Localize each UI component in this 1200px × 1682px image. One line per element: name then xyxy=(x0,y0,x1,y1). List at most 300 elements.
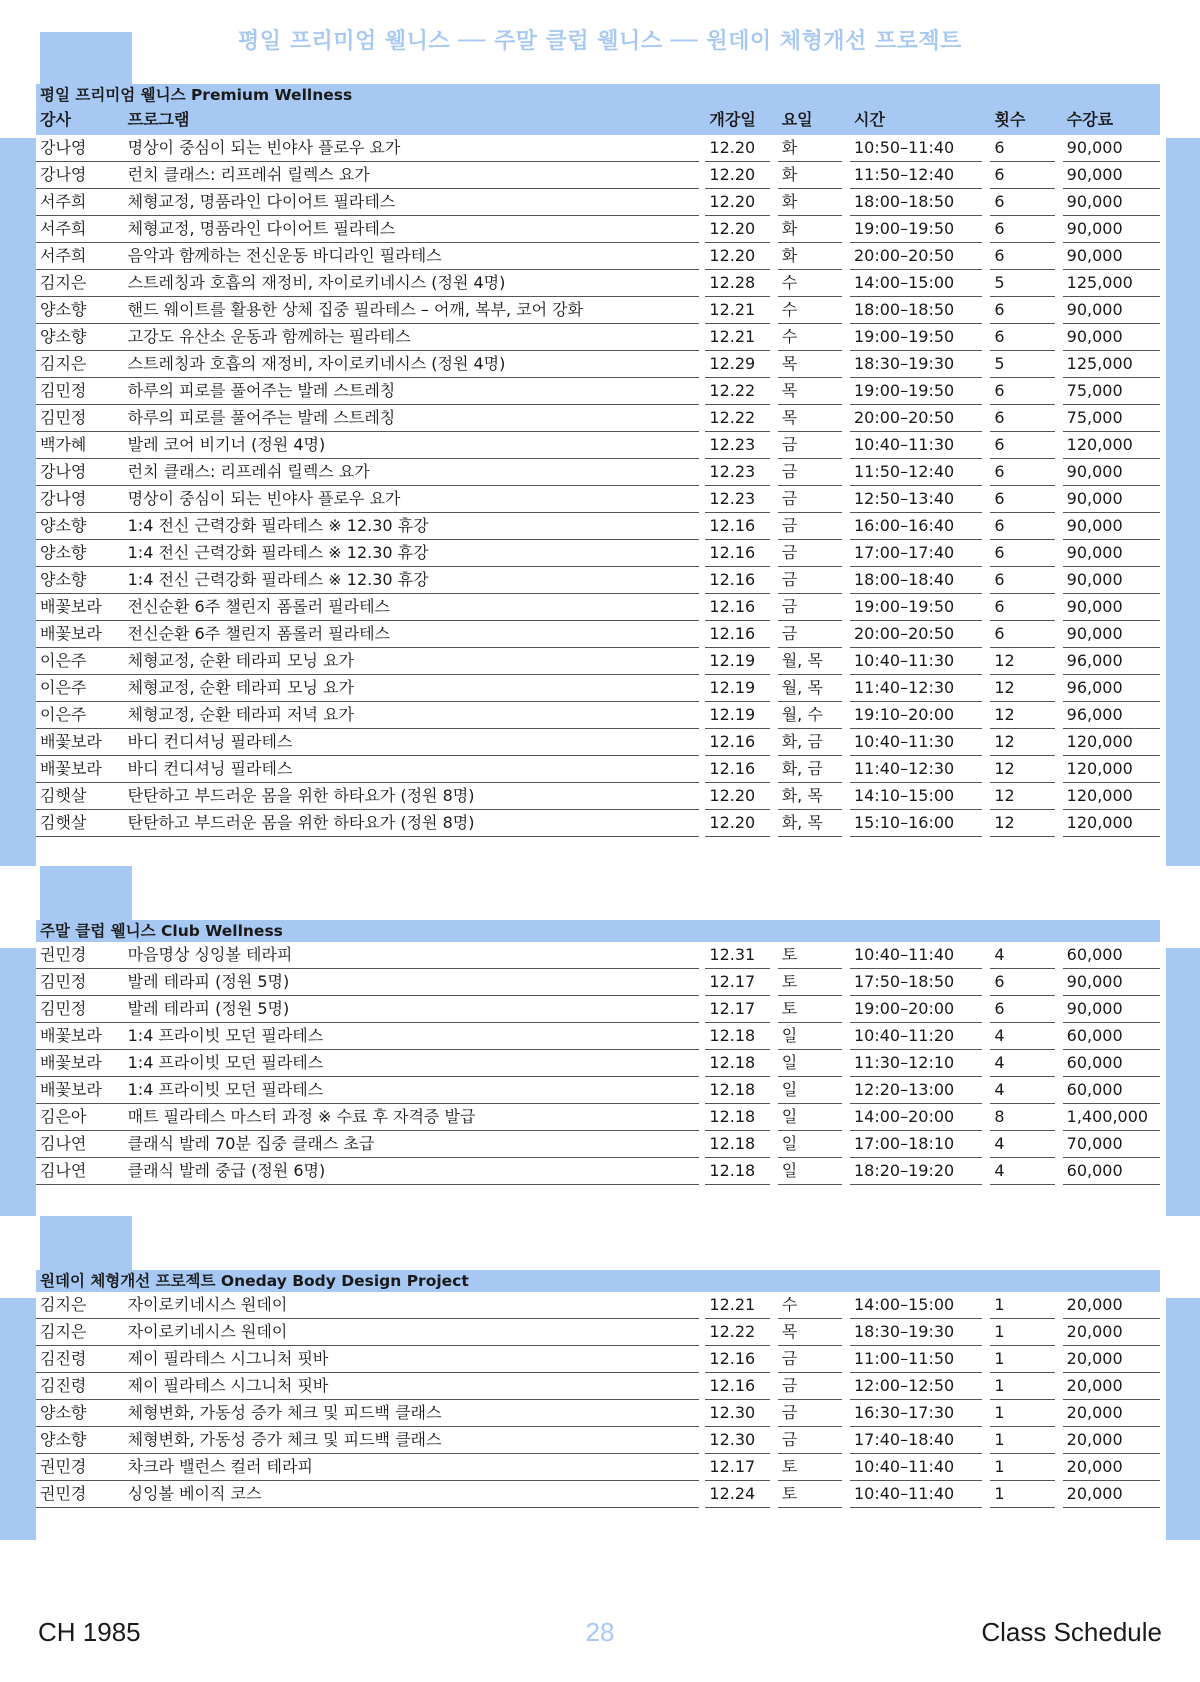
instructor-cell: 양소향 xyxy=(36,297,124,324)
program-cell: 매트 필라테스 마스터 과정 ※ 수료 후 자격증 발급 xyxy=(124,1104,700,1131)
fee-cell: 20,000 xyxy=(1063,1454,1160,1481)
start-date-cell: 12.23 xyxy=(705,459,769,486)
program-cell: 1:4 프라이빗 모던 필라테스 xyxy=(124,1050,700,1077)
table-row xyxy=(36,459,1160,486)
start-date-cell: 12.20 xyxy=(705,243,769,270)
fee-cell: 90,000 xyxy=(1063,996,1160,1023)
table-row xyxy=(36,1319,1160,1346)
table-row xyxy=(36,513,1160,540)
sessions-cell: 6 xyxy=(990,969,1054,996)
instructor-cell: 김민정 xyxy=(36,405,124,432)
sessions-cell: 1 xyxy=(990,1292,1054,1319)
program-cell: 런치 클래스: 리프레쉬 릴렉스 요가 xyxy=(124,459,700,486)
sessions-cell: 4 xyxy=(990,1131,1054,1158)
table-row xyxy=(36,1373,1160,1400)
program-cell: 1:4 전신 근력강화 필라테스 ※ 12.30 휴강 xyxy=(124,513,700,540)
start-date-cell: 12.19 xyxy=(705,648,769,675)
time-cell: 18:30–19:30 xyxy=(850,1319,982,1346)
fee-cell: 90,000 xyxy=(1063,324,1160,351)
instructor-cell: 이은주 xyxy=(36,648,124,675)
instructor-cell: 양소향 xyxy=(36,1400,124,1427)
day-cell: 화, 금 xyxy=(778,729,842,756)
start-date-cell: 12.17 xyxy=(705,996,769,1023)
program-cell: 1:4 프라이빗 모던 필라테스 xyxy=(124,1023,700,1050)
column-header-start-date: 개강일 xyxy=(709,110,756,129)
deco-block xyxy=(0,1298,36,1540)
instructor-cell: 김지은 xyxy=(36,351,124,378)
fee-cell: 20,000 xyxy=(1063,1319,1160,1346)
program-cell: 전신순환 6주 챌린지 폼롤러 필라테스 xyxy=(124,594,700,621)
start-date-cell: 12.20 xyxy=(705,189,769,216)
start-date-cell: 12.21 xyxy=(705,1292,769,1319)
fee-cell: 60,000 xyxy=(1063,1077,1160,1104)
start-date-cell: 12.21 xyxy=(705,324,769,351)
program-cell: 체형교정, 명품라인 다이어트 필라테스 xyxy=(124,216,700,243)
start-date-cell: 12.16 xyxy=(705,594,769,621)
program-cell: 하루의 피로를 풀어주는 발레 스트레칭 xyxy=(124,405,700,432)
day-cell: 일 xyxy=(778,1158,842,1185)
time-cell: 19:00–20:00 xyxy=(850,996,982,1023)
program-cell: 발레 코어 비기너 (정원 4명) xyxy=(124,432,700,459)
table-row xyxy=(36,594,1160,621)
time-cell: 16:00–16:40 xyxy=(850,513,982,540)
day-cell: 금 xyxy=(778,513,842,540)
table-row xyxy=(36,270,1160,297)
day-cell: 토 xyxy=(778,996,842,1023)
footer-section-label: Class Schedule xyxy=(981,1617,1162,1647)
table-row xyxy=(36,405,1160,432)
instructor-cell: 서주희 xyxy=(36,243,124,270)
instructor-cell: 권민경 xyxy=(36,1454,124,1481)
sessions-cell: 12 xyxy=(990,648,1054,675)
instructor-cell: 양소향 xyxy=(36,567,124,594)
instructor-cell: 김진령 xyxy=(36,1346,124,1373)
column-header-sessions: 횟수 xyxy=(994,110,1026,129)
deco-block xyxy=(40,1216,132,1270)
instructor-cell: 배꽃보라 xyxy=(36,594,124,621)
instructor-cell: 서주희 xyxy=(36,189,124,216)
day-cell: 금 xyxy=(778,540,842,567)
schedule-section-premium xyxy=(36,84,1160,837)
day-cell: 화, 목 xyxy=(778,783,842,810)
time-cell: 12:50–13:40 xyxy=(850,486,982,513)
program-cell: 클래식 발레 70분 집중 클래스 초급 xyxy=(124,1131,700,1158)
program-cell: 1:4 프라이빗 모던 필라테스 xyxy=(124,1077,700,1104)
sessions-cell: 1 xyxy=(990,1481,1054,1508)
fee-cell: 125,000 xyxy=(1063,270,1160,297)
instructor-cell: 이은주 xyxy=(36,675,124,702)
instructor-cell: 김진령 xyxy=(36,1373,124,1400)
instructor-cell: 김지은 xyxy=(36,1319,124,1346)
time-cell: 11:00–11:50 xyxy=(850,1346,982,1373)
fee-cell: 75,000 xyxy=(1063,378,1160,405)
table-row xyxy=(36,351,1160,378)
section-title: 주말 클럽 웰니스 Club Wellness xyxy=(36,920,1160,942)
time-cell: 20:00–20:50 xyxy=(850,243,982,270)
time-cell: 18:00–18:50 xyxy=(850,189,982,216)
program-cell: 런치 클래스: 리프레쉬 릴렉스 요가 xyxy=(124,162,700,189)
fee-cell: 90,000 xyxy=(1063,567,1160,594)
day-cell: 토 xyxy=(778,1481,842,1508)
instructor-cell: 김민정 xyxy=(36,378,124,405)
day-cell: 화 xyxy=(778,189,842,216)
time-cell: 17:00–18:10 xyxy=(850,1131,982,1158)
sessions-cell: 12 xyxy=(990,756,1054,783)
table-row xyxy=(36,810,1160,837)
start-date-cell: 12.18 xyxy=(705,1131,769,1158)
time-cell: 10:40–11:40 xyxy=(850,942,982,969)
program-cell: 1:4 전신 근력강화 필라테스 ※ 12.30 휴강 xyxy=(124,540,700,567)
time-cell: 16:30–17:30 xyxy=(850,1400,982,1427)
fee-cell: 120,000 xyxy=(1063,783,1160,810)
start-date-cell: 12.16 xyxy=(705,513,769,540)
day-cell: 목 xyxy=(778,351,842,378)
sessions-cell: 1 xyxy=(990,1454,1054,1481)
time-cell: 18:00–18:50 xyxy=(850,297,982,324)
program-cell: 차크라 밸런스 컬러 테라피 xyxy=(124,1454,700,1481)
instructor-cell: 배꽃보라 xyxy=(36,729,124,756)
start-date-cell: 12.21 xyxy=(705,297,769,324)
sessions-cell: 6 xyxy=(990,243,1054,270)
day-cell: 일 xyxy=(778,1077,842,1104)
table-row xyxy=(36,969,1160,996)
table-row xyxy=(36,1050,1160,1077)
instructor-cell: 배꽃보라 xyxy=(36,1077,124,1104)
program-cell: 바디 컨디셔닝 필라테스 xyxy=(124,729,700,756)
program-cell: 제이 필라테스 시그니처 핏바 xyxy=(124,1373,700,1400)
fee-cell: 120,000 xyxy=(1063,810,1160,837)
start-date-cell: 12.30 xyxy=(705,1427,769,1454)
sessions-cell: 6 xyxy=(990,540,1054,567)
sessions-cell: 1 xyxy=(990,1319,1054,1346)
start-date-cell: 12.16 xyxy=(705,1373,769,1400)
start-date-cell: 12.16 xyxy=(705,540,769,567)
start-date-cell: 12.22 xyxy=(705,405,769,432)
table-row xyxy=(36,1427,1160,1454)
start-date-cell: 12.16 xyxy=(705,756,769,783)
program-cell: 체형교정, 명품라인 다이어트 필라테스 xyxy=(124,189,700,216)
table-row xyxy=(36,1023,1160,1050)
table-row xyxy=(36,1131,1160,1158)
fee-cell: 90,000 xyxy=(1063,540,1160,567)
program-cell: 명상이 중심이 되는 빈야사 플로우 요가 xyxy=(124,135,700,162)
fee-cell: 60,000 xyxy=(1063,1050,1160,1077)
day-cell: 금 xyxy=(778,459,842,486)
time-cell: 10:50–11:40 xyxy=(850,135,982,162)
fee-cell: 96,000 xyxy=(1063,702,1160,729)
fee-cell: 20,000 xyxy=(1063,1481,1160,1508)
start-date-cell: 12.16 xyxy=(705,729,769,756)
fee-cell: 20,000 xyxy=(1063,1346,1160,1373)
table-row xyxy=(36,756,1160,783)
start-date-cell: 12.17 xyxy=(705,969,769,996)
start-date-cell: 12.22 xyxy=(705,1319,769,1346)
day-cell: 목 xyxy=(778,1319,842,1346)
start-date-cell: 12.23 xyxy=(705,486,769,513)
day-cell: 금 xyxy=(778,1400,842,1427)
program-cell: 스트레칭과 호흡의 재정비, 자이로키네시스 (정원 4명) xyxy=(124,270,700,297)
table-row xyxy=(36,1481,1160,1508)
instructor-cell: 백가혜 xyxy=(36,432,124,459)
day-cell: 토 xyxy=(778,1454,842,1481)
instructor-cell: 김지은 xyxy=(36,270,124,297)
time-cell: 19:00–19:50 xyxy=(850,378,982,405)
start-date-cell: 12.18 xyxy=(705,1077,769,1104)
time-cell: 17:00–17:40 xyxy=(850,540,982,567)
table-row xyxy=(36,162,1160,189)
time-cell: 10:40–11:40 xyxy=(850,1481,982,1508)
instructor-cell: 김햇살 xyxy=(36,810,124,837)
sessions-cell: 6 xyxy=(990,996,1054,1023)
time-cell: 11:40–12:30 xyxy=(850,756,982,783)
fee-cell: 90,000 xyxy=(1063,969,1160,996)
program-cell: 바디 컨디셔닝 필라테스 xyxy=(124,756,700,783)
sessions-cell: 4 xyxy=(990,1050,1054,1077)
table-row xyxy=(36,942,1160,969)
column-header-time: 시간 xyxy=(854,110,885,129)
table-row xyxy=(36,1400,1160,1427)
sessions-cell: 6 xyxy=(990,378,1054,405)
table-row xyxy=(36,243,1160,270)
day-cell: 금 xyxy=(778,594,842,621)
table-row xyxy=(36,297,1160,324)
time-cell: 10:40–11:20 xyxy=(850,1023,982,1050)
time-cell: 10:40–11:30 xyxy=(850,432,982,459)
program-cell: 고강도 유산소 운동과 함께하는 필라테스 xyxy=(124,324,700,351)
program-cell: 발레 테라피 (정원 5명) xyxy=(124,996,700,1023)
column-header-fee: 수강료 xyxy=(1066,110,1114,129)
time-cell: 11:50–12:40 xyxy=(850,162,982,189)
start-date-cell: 12.20 xyxy=(705,810,769,837)
start-date-cell: 12.31 xyxy=(705,942,769,969)
program-cell: 명상이 중심이 되는 빈야사 플로우 요가 xyxy=(124,486,700,513)
time-cell: 10:40–11:30 xyxy=(850,648,982,675)
fee-cell: 90,000 xyxy=(1063,189,1160,216)
start-date-cell: 12.28 xyxy=(705,270,769,297)
column-header-day: 요일 xyxy=(781,110,813,129)
instructor-cell: 배꽃보라 xyxy=(36,621,124,648)
fee-cell: 90,000 xyxy=(1063,513,1160,540)
fee-cell: 96,000 xyxy=(1063,675,1160,702)
program-cell: 마음명상 싱잉볼 테라피 xyxy=(124,942,700,969)
program-cell: 싱잉볼 베이직 코스 xyxy=(124,1481,700,1508)
instructor-cell: 이은주 xyxy=(36,702,124,729)
fee-cell: 60,000 xyxy=(1063,1023,1160,1050)
table-body xyxy=(36,1292,1160,1508)
day-cell: 화 xyxy=(778,216,842,243)
program-cell: 클래식 발레 중급 (정원 6명) xyxy=(124,1158,700,1185)
time-cell: 14:10–15:00 xyxy=(850,783,982,810)
time-cell: 18:20–19:20 xyxy=(850,1158,982,1185)
start-date-cell: 12.20 xyxy=(705,135,769,162)
sessions-cell: 6 xyxy=(990,135,1054,162)
day-cell: 일 xyxy=(778,1023,842,1050)
day-cell: 월, 수 xyxy=(778,702,842,729)
program-cell: 음악과 함께하는 전신운동 바디라인 필라테스 xyxy=(124,243,700,270)
time-cell: 11:40–12:30 xyxy=(850,675,982,702)
start-date-cell: 12.23 xyxy=(705,432,769,459)
fee-cell: 20,000 xyxy=(1063,1292,1160,1319)
deco-block xyxy=(1166,1298,1200,1540)
sessions-cell: 4 xyxy=(990,1077,1054,1104)
day-cell: 일 xyxy=(778,1050,842,1077)
time-cell: 12:00–12:50 xyxy=(850,1373,982,1400)
table-row xyxy=(36,540,1160,567)
instructor-cell: 권민경 xyxy=(36,942,124,969)
deco-block xyxy=(1166,948,1200,1216)
fee-cell: 20,000 xyxy=(1063,1400,1160,1427)
instructor-cell: 김햇살 xyxy=(36,783,124,810)
fee-cell: 120,000 xyxy=(1063,756,1160,783)
instructor-cell: 양소향 xyxy=(36,324,124,351)
fee-cell: 90,000 xyxy=(1063,216,1160,243)
program-cell: 하루의 피로를 풀어주는 발레 스트레칭 xyxy=(124,378,700,405)
time-cell: 20:00–20:50 xyxy=(850,405,982,432)
start-date-cell: 12.22 xyxy=(705,378,769,405)
fee-cell: 90,000 xyxy=(1063,297,1160,324)
day-cell: 금 xyxy=(778,432,842,459)
section-title: 평일 프리미엄 웰니스 Premium Wellness xyxy=(36,84,1160,106)
day-cell: 금 xyxy=(778,1346,842,1373)
program-cell: 자이로키네시스 원데이 xyxy=(124,1292,700,1319)
sessions-cell: 12 xyxy=(990,783,1054,810)
fee-cell: 90,000 xyxy=(1063,594,1160,621)
program-cell: 체형변화, 가동성 증가 체크 및 피드백 클래스 xyxy=(124,1427,700,1454)
time-cell: 20:00–20:50 xyxy=(850,621,982,648)
start-date-cell: 12.20 xyxy=(705,783,769,810)
day-cell: 목 xyxy=(778,405,842,432)
table-row xyxy=(36,324,1160,351)
sessions-cell: 5 xyxy=(990,351,1054,378)
fee-cell: 90,000 xyxy=(1063,459,1160,486)
fee-cell: 96,000 xyxy=(1063,648,1160,675)
sessions-cell: 6 xyxy=(990,513,1054,540)
day-cell: 토 xyxy=(778,969,842,996)
day-cell: 월, 목 xyxy=(778,675,842,702)
table-row xyxy=(36,135,1160,162)
fee-cell: 75,000 xyxy=(1063,405,1160,432)
program-cell: 제이 필라테스 시그니처 핏바 xyxy=(124,1346,700,1373)
sessions-cell: 6 xyxy=(990,216,1054,243)
time-cell: 10:40–11:30 xyxy=(850,729,982,756)
fee-cell: 90,000 xyxy=(1063,621,1160,648)
start-date-cell: 12.20 xyxy=(705,216,769,243)
time-cell: 19:10–20:00 xyxy=(850,702,982,729)
time-cell: 17:40–18:40 xyxy=(850,1427,982,1454)
sessions-cell: 6 xyxy=(990,405,1054,432)
sessions-cell: 4 xyxy=(990,1023,1054,1050)
table-row xyxy=(36,996,1160,1023)
day-cell: 수 xyxy=(778,270,842,297)
time-cell: 19:00–19:50 xyxy=(850,216,982,243)
fee-cell: 1,400,000 xyxy=(1063,1104,1160,1131)
sessions-cell: 6 xyxy=(990,621,1054,648)
day-cell: 금 xyxy=(778,621,842,648)
sessions-cell: 6 xyxy=(990,324,1054,351)
start-date-cell: 12.18 xyxy=(705,1050,769,1077)
instructor-cell: 김나연 xyxy=(36,1131,124,1158)
instructor-cell: 강나영 xyxy=(36,486,124,513)
day-cell: 화 xyxy=(778,162,842,189)
program-cell: 체형교정, 순환 테라피 모닝 요가 xyxy=(124,648,700,675)
start-date-cell: 12.17 xyxy=(705,1454,769,1481)
instructor-cell: 김민정 xyxy=(36,969,124,996)
sessions-cell: 4 xyxy=(990,942,1054,969)
sessions-cell: 6 xyxy=(990,567,1054,594)
start-date-cell: 12.18 xyxy=(705,1158,769,1185)
column-header-instructor: 강사 xyxy=(40,110,71,129)
instructor-cell: 양소향 xyxy=(36,540,124,567)
day-cell: 일 xyxy=(778,1131,842,1158)
sessions-cell: 6 xyxy=(990,297,1054,324)
table-row xyxy=(36,1346,1160,1373)
schedule-section-oneday xyxy=(36,1270,1160,1508)
day-cell: 일 xyxy=(778,1104,842,1131)
table-row xyxy=(36,783,1160,810)
table-row xyxy=(36,567,1160,594)
sessions-cell: 6 xyxy=(990,459,1054,486)
sessions-cell: 6 xyxy=(990,486,1054,513)
time-cell: 10:40–11:40 xyxy=(850,1454,982,1481)
sessions-cell: 6 xyxy=(990,162,1054,189)
fee-cell: 90,000 xyxy=(1063,162,1160,189)
fee-cell: 120,000 xyxy=(1063,432,1160,459)
start-date-cell: 12.18 xyxy=(705,1104,769,1131)
start-date-cell: 12.29 xyxy=(705,351,769,378)
section-title: 원데이 체형개선 프로젝트 Oneday Body Design Project xyxy=(36,1270,1160,1292)
table-row xyxy=(36,432,1160,459)
sessions-cell: 6 xyxy=(990,432,1054,459)
start-date-cell: 12.20 xyxy=(705,162,769,189)
table-row xyxy=(36,1077,1160,1104)
day-cell: 토 xyxy=(778,942,842,969)
table-row xyxy=(36,1104,1160,1131)
start-date-cell: 12.16 xyxy=(705,1346,769,1373)
fee-cell: 90,000 xyxy=(1063,243,1160,270)
instructor-cell: 배꽃보라 xyxy=(36,1023,124,1050)
time-cell: 19:00–19:50 xyxy=(850,324,982,351)
start-date-cell: 12.19 xyxy=(705,702,769,729)
table-row xyxy=(36,189,1160,216)
instructor-cell: 김은아 xyxy=(36,1104,124,1131)
program-cell: 핸드 웨이트를 활용한 상체 집중 필라테스 – 어깨, 복부, 코어 강화 xyxy=(124,297,700,324)
fee-cell: 120,000 xyxy=(1063,729,1160,756)
time-cell: 14:00–20:00 xyxy=(850,1104,982,1131)
footer-page-number: 28 xyxy=(585,1617,615,1647)
footer-brand: CH 1985 xyxy=(38,1617,141,1647)
day-cell: 금 xyxy=(778,1373,842,1400)
start-date-cell: 12.16 xyxy=(705,621,769,648)
sessions-cell: 6 xyxy=(990,594,1054,621)
time-cell: 14:00–15:00 xyxy=(850,270,982,297)
start-date-cell: 12.18 xyxy=(705,1023,769,1050)
time-cell: 18:30–19:30 xyxy=(850,351,982,378)
sessions-cell: 5 xyxy=(990,270,1054,297)
instructor-cell: 강나영 xyxy=(36,162,124,189)
column-header-row xyxy=(36,106,1160,135)
day-cell: 수 xyxy=(778,297,842,324)
table-body xyxy=(36,942,1160,1185)
table-row xyxy=(36,675,1160,702)
fee-cell: 60,000 xyxy=(1063,1158,1160,1185)
instructor-cell: 양소향 xyxy=(36,1427,124,1454)
instructor-cell: 강나영 xyxy=(36,459,124,486)
time-cell: 12:20–13:00 xyxy=(850,1077,982,1104)
instructor-cell: 양소향 xyxy=(36,513,124,540)
time-cell: 14:00–15:00 xyxy=(850,1292,982,1319)
table-row xyxy=(36,621,1160,648)
start-date-cell: 12.24 xyxy=(705,1481,769,1508)
